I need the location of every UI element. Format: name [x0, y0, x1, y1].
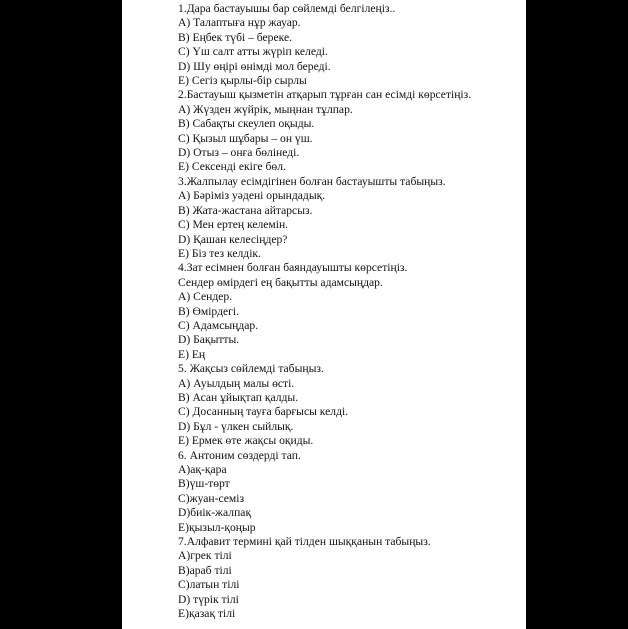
answer-option-b: B) Еңбек түбі – береке.	[178, 30, 293, 44]
answer-option-d: D) Бұл - үлкен сыйлық.	[178, 419, 294, 433]
answer-option-c: C) Қызыл шұбары – он үш.	[178, 131, 313, 145]
answer-option-b: B)араб тілі	[178, 563, 232, 577]
answer-option-e: E)қызыл-қоңыр	[178, 520, 256, 534]
question-sentence: Сендер өмірдегі ең бақытты адамсыңдар.	[178, 275, 383, 289]
question-6	[178, 449, 518, 535]
answer-option-d: D) Шу өңірі өнімді мол береді.	[178, 59, 331, 73]
answer-option-a: A) Бәріміз уәдені орындадық.	[178, 189, 326, 203]
answer-option-a: A) Талаптыға нұр жауар.	[178, 16, 301, 30]
answer-option-b: B) Жата-жастана айтарсыз.	[178, 203, 313, 217]
answer-option-e: E) Ермек өте жақсы оқиды.	[178, 434, 314, 448]
answer-option-c: C) Мен ертең келемін.	[178, 218, 289, 232]
answer-option-d: D) Отыз – онға бөлінеді.	[178, 146, 300, 160]
answer-option-d: D) түрік тілі	[178, 592, 239, 606]
question-1	[178, 2, 518, 88]
answer-option-c: C) Үш салт атты жүріп келеді.	[178, 45, 328, 59]
answer-option-e: E) Сексенді екіге бөл.	[178, 160, 286, 174]
question-prompt: 1.Дара бастауышы бар сөйлемді белгілеңіз..	[178, 2, 396, 15]
answer-option-c: C)жуан-семіз	[178, 491, 245, 505]
answer-option-d: D) Қашан келесіңдер?	[178, 232, 288, 246]
question-prompt: 2.Бастауыш қызметін атқарып тұрған сан есімді көрсетіңіз.	[178, 88, 472, 102]
answer-option-b: B) Асан ұйықтап қалды.	[178, 390, 299, 404]
question-3	[178, 175, 518, 261]
answer-option-d: D)биік-жалпақ	[178, 506, 252, 520]
answer-option-a: A) Сендер.	[178, 290, 233, 304]
answer-option-a: A) Жүзден жүйрік, мыңнан тұлпар.	[178, 102, 353, 116]
question-prompt: 6. Антоним сөздерді тап.	[178, 448, 301, 462]
answer-option-a: A)ақ-қара	[178, 463, 227, 476]
answer-option-a: A) Ауылдың малы өсті.	[178, 376, 295, 390]
answer-option-b: B) Өмірдегі.	[178, 304, 239, 318]
answer-option-e: E)қазақ тілі	[178, 607, 236, 621]
answer-option-a: A)грек тілі	[178, 549, 232, 563]
answer-option-e: E) Біз тез келдік.	[178, 246, 261, 260]
question-prompt: 3.Жалпылау есімдігінен болған бастауышты табыңыз.	[178, 174, 446, 188]
question-7	[178, 535, 518, 621]
answer-option-e: E) Ең	[178, 347, 206, 361]
answer-option-c: C)латын тілі	[178, 578, 240, 592]
answer-option-b: B) Сабақты скеулеп оқыды.	[178, 117, 315, 131]
question-prompt: 7.Алфавит термині қай тілден шыққанын табыңыз.	[178, 535, 431, 549]
question-prompt: 4.Зат есімнен болған баяндауышты көрсетіңіз.	[178, 261, 408, 275]
document-page	[122, 0, 526, 629]
answer-option-d: D) Бақытты.	[178, 333, 240, 347]
question-5	[178, 362, 518, 448]
test-questions	[178, 2, 518, 621]
question-4	[178, 261, 518, 362]
answer-option-b: B)үш-төрт	[178, 477, 230, 491]
question-2	[178, 88, 518, 174]
question-prompt: 5. Жақсыз сөйлемді табыңыз.	[178, 362, 324, 376]
answer-option-e: E) Сегіз қырлы-бір сырлы	[178, 74, 307, 88]
answer-option-c: C) Досанның тауға барғысы келді.	[178, 405, 349, 419]
answer-option-c: C) Адамсыңдар.	[178, 318, 259, 332]
